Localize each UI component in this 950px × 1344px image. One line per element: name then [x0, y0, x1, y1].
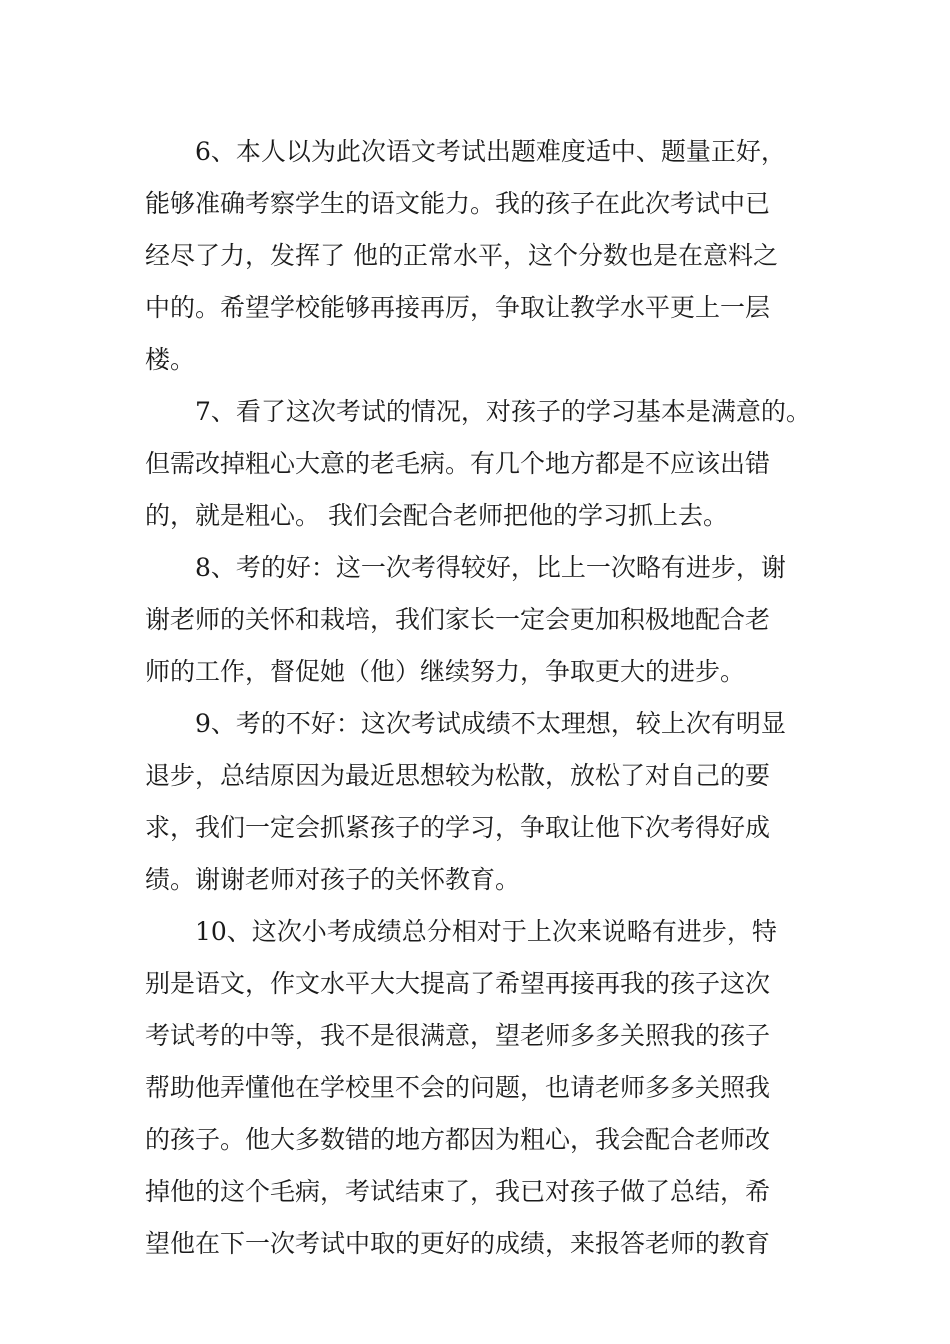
paragraph-line: 7、看了这次考试的情况，对孩子的学习基本是满意的。 [195, 397, 811, 426]
paragraph-line: 中的。希望学校能够再接再厉，争取让教学水平更上一层 [145, 293, 771, 322]
paragraph-line: 谢老师的关怀和栽培，我们家长一定会更加积极地配合老 [145, 605, 771, 634]
paragraph-line: 但需改掉粗心大意的老毛病。有几个地方都是不应该出错 [145, 449, 771, 478]
paragraph-10 [145, 906, 825, 1270]
paragraph-line: 能够准确考察学生的语文能力。我的孩子在此次考试中已 [145, 189, 771, 218]
paragraph-line: 帮助他弄懂他在学校里不会的问题，也请老师多多关照我 [145, 1073, 771, 1102]
document-body [145, 126, 825, 1270]
paragraph-7 [145, 386, 825, 542]
paragraph-line: 的，就是粗心。 我们会配合老师把他的学习抓上去。 [145, 501, 728, 530]
paragraph-line: 9、考的不好：这次考试成绩不太理想，较上次有明显 [195, 709, 786, 738]
paragraph-line: 师的工作，督促她（他）继续努力，争取更大的进步。 [145, 657, 746, 686]
paragraph-line: 的孩子。他大多数错的地方都因为粗心，我会配合老师改 [145, 1125, 771, 1154]
paragraph-line: 8、考的好：这一次考得较好，比上一次略有进步，谢 [195, 553, 786, 582]
paragraph-8 [145, 542, 825, 698]
paragraph-line: 10、这次小考成绩总分相对于上次来说略有进步，特 [195, 917, 777, 946]
paragraph-line: 经尽了力，发挥了 他的正常水平，这个分数也是在意料之 [145, 241, 778, 270]
paragraph-line: 绩。谢谢老师对孩子的关怀教育。 [145, 865, 521, 894]
paragraph-line: 求，我们一定会抓紧孩子的学习，争取让他下次考得好成 [145, 813, 771, 842]
paragraph-line: 掉他的这个毛病，考试结束了，我已对孩子做了总结，希 [145, 1177, 771, 1206]
paragraph-line: 6、本人以为此次语文考试出题难度适中、题量正好， [195, 137, 786, 166]
paragraph-line: 楼。 [145, 345, 196, 374]
paragraph-6 [145, 126, 825, 386]
paragraph-line: 退步，总结原因为最近思想较为松散，放松了对自己的要 [145, 761, 771, 790]
paragraph-line: 望他在下一次考试中取的更好的成绩，来报答老师的教育 [145, 1229, 771, 1258]
paragraph-line: 考试考的中等，我不是很满意，望老师多多关照我的孩子 [145, 1021, 771, 1050]
paragraph-9 [145, 698, 825, 906]
paragraph-line: 别是语文，作文水平大大提高了希望再接再我的孩子这次 [145, 969, 771, 998]
